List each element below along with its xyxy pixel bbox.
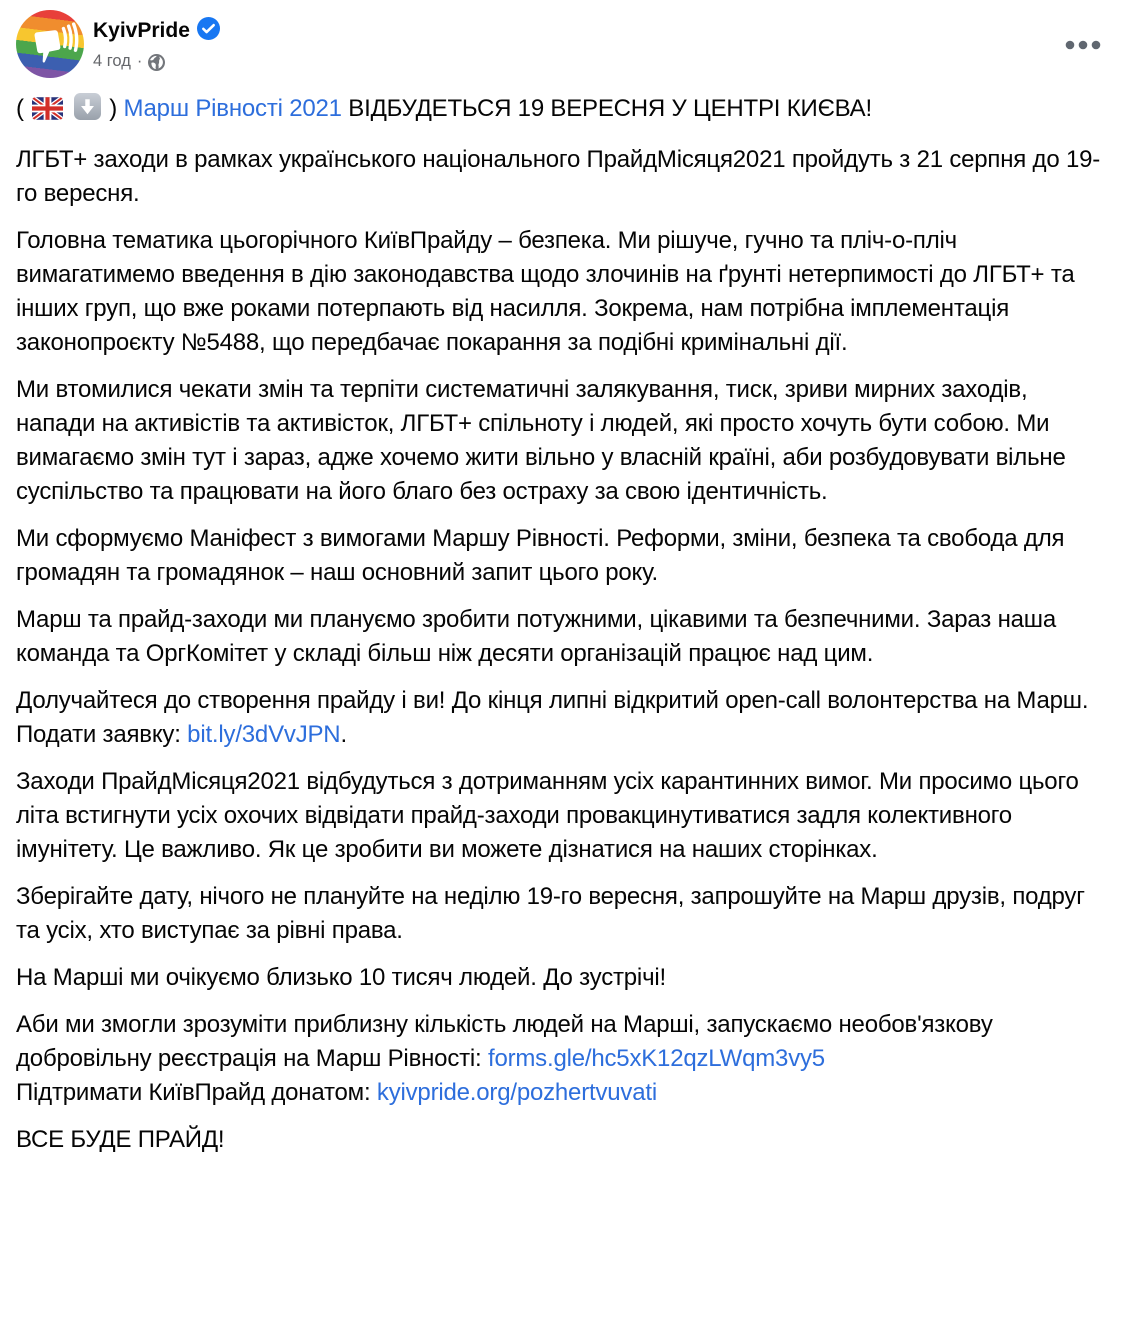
post-text: На Марші ми очікуємо близько 10 тисяч людей. До зустрічі! [16,964,666,991]
post-link[interactable]: Марш Рівності 2021 [123,95,342,122]
post-link[interactable]: kyivpride.org/pozhertvuvati [376,1079,657,1106]
post-text: Долучайтеся до створення прайду і ви! До кінця липні відкритий open-call волонтерства на Марш. Подати заявку: [16,687,1089,748]
post-link[interactable]: forms.gle/hc5xK12qzLWqm3vy5 [487,1045,825,1072]
post-paragraph [16,373,1113,509]
post-text: ЛГБТ+ заходи в рамках українського національного ПрайдМісяця2021 пройдуть з 21 серпня до 19-го вересня. [16,146,1101,207]
post-paragraph [16,1008,1113,1110]
post-text: ВІДБУДЕТЬСЯ 19 ВЕРЕСНЯ У ЦЕНТРІ КИЄВА! [341,95,872,122]
uk-flag-emoji [32,96,63,130]
post-paragraph [16,603,1113,671]
post-text: Зберігайте дату, нічого не плануйте на неділю 19-го вересня, запрошуйте на Марш друзів, подруг та усіх, хто виступає за рівні права. [16,883,1085,944]
post-text: Марш та прайд-заходи ми плануємо зробити потужними, цікавими та безпечними. Зараз наша команда та ОргКомітет у складі більш ніж десяти організацій працює над цим. [16,606,1056,667]
post-meta [93,51,220,71]
post-body [16,92,1113,1157]
post-link[interactable]: bit.ly/3dVvJPN [187,721,341,748]
globe-public-icon [148,54,165,71]
post-text: Головна тематика цьогорічного КиївПрайду – безпека. Ми рішуче, гучно та пліч-о-пліч вимагатимемо введення в дію законодавства щодо злочинів на ґрунті нетерпимості до ЛГБТ+ та інших груп, що вже роками потерпають від насилля. Зокрема, нам потрібна імплементація законопроєкту №5488, що передбачає покарання за подібні кримінальні дії. [16,227,1075,356]
post-paragraph [16,765,1113,867]
post-paragraph [16,880,1113,948]
post-paragraph [16,684,1113,752]
megaphone-icon [16,10,84,78]
dot-separator: · [136,52,143,70]
post-text: Ми втомилися чекати змін та терпіти систематичні залякування, тиск, зриви мирних заходів, напади на активістів та активісток, ЛГБТ+ спільноту і людей, які просто хочуть бути собою. Ми вимагаємо змін тут і зараз, адже хочемо жити вільно у власній країні, аби розбудовувати вільне суспільство та працювати на його благо без остраху за свою ідентичність. [16,376,1066,505]
page-name[interactable]: KyivPride [93,18,190,42]
post-paragraph [16,961,1113,995]
page-avatar[interactable] [16,10,84,78]
ellipsis-icon [1065,40,1101,50]
post-paragraph [16,1123,1113,1157]
post-text: Ми сформуємо Маніфест з вимогами Маршу Рівності. Реформи, зміни, безпека та свобода для громадян та громадянок – наш основний запит цього року. [16,525,1065,586]
post-paragraph [16,143,1113,211]
post-text: Аби ми змогли зрозуміти приблизну кількість людей на Марші, запускаємо необов'язкову добровільну реєстрація на Марш Рівності: [16,1011,993,1072]
post-text: Заходи ПрайдМісяця2021 відбудуться з дотриманням усіх карантинних вимог. Ми просимо цього літа встигнути усіх охочих відвідати прайд-заходи провакцинутиватися задля колективного імунітету. Це важливо. Як це зробити ви можете дізнатися на наших сторінках. [16,768,1079,863]
post-text: ) [109,95,124,122]
post-text: Підтримати КиївПрайд донатом: [16,1079,377,1106]
post-text: . [340,721,347,748]
timestamp[interactable]: 4 год [93,52,131,70]
post-header [16,10,1113,78]
post-text: ( [16,95,24,122]
post-paragraph [16,224,1113,360]
more-options-button[interactable] [1059,34,1107,56]
post-text: ВСЕ БУДЕ ПРАЙД! [16,1126,225,1153]
post-paragraph [16,522,1113,590]
post-header-info [93,10,220,71]
down-arrow-button-emoji [74,93,101,130]
verified-badge-icon [197,17,220,45]
post-paragraph [16,92,1113,130]
